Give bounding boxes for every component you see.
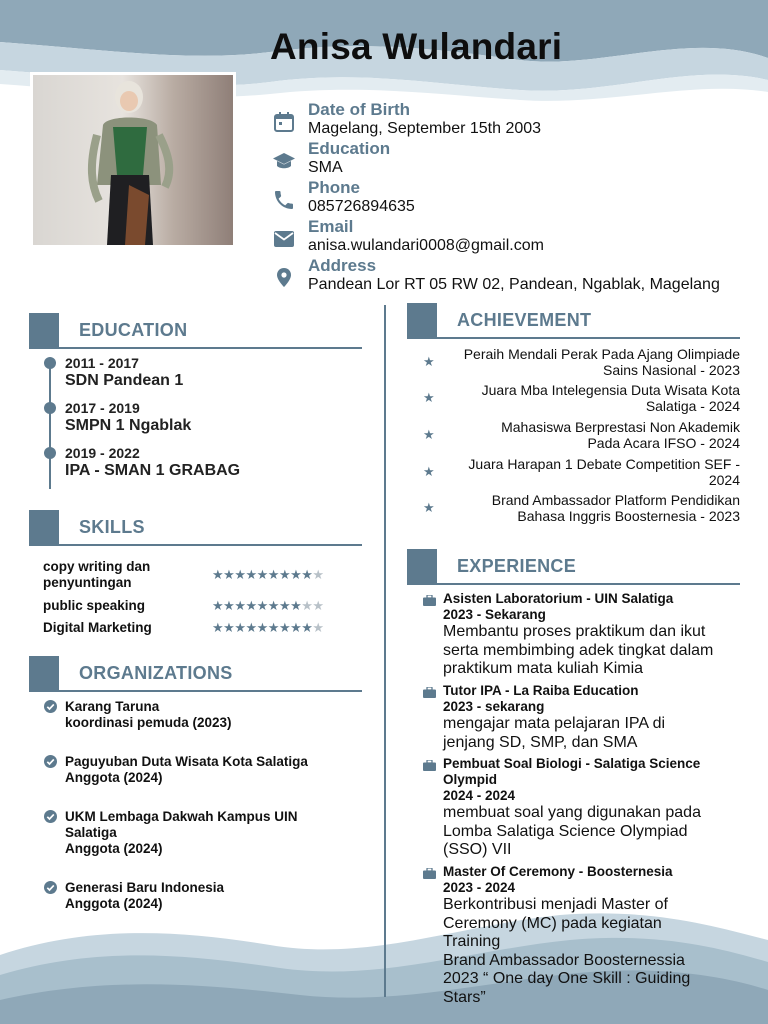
experience-date: 2023 - sekarang (443, 699, 545, 714)
organization-item (65, 699, 232, 731)
check-circle-icon (44, 755, 57, 768)
achievement-line: Pada Acara IFSO - 2024 (587, 435, 740, 451)
education-school: SDN Pandean 1 (65, 372, 184, 389)
graduation-cap-icon (272, 149, 296, 173)
experience-description-line: jenjang SD, SMP, dan SMA (443, 733, 638, 751)
contact-value: SMA (308, 159, 343, 176)
section-rule (407, 583, 740, 585)
briefcase-icon (423, 685, 436, 696)
organization-line: Karang Taruna (65, 699, 160, 714)
star-icon: ★ (423, 500, 435, 515)
section-title: SKILLS (79, 517, 145, 537)
phone-icon (272, 188, 296, 212)
contact-label: Education (308, 139, 391, 158)
skill-name: Digital Marketing (43, 620, 152, 635)
achievement-item (430, 346, 740, 378)
skills-section-header (29, 510, 362, 546)
section-marker (407, 303, 437, 337)
candidate-name: Anisa Wulandari (270, 26, 563, 67)
section-rule (29, 347, 362, 349)
experience-description-line: 2023 “ One day One Skill : Guiding (443, 970, 691, 987)
section-marker (407, 549, 437, 583)
star-filled-icon: ★ (223, 567, 235, 582)
experience-title: Master Of Ceremony - Boosternesia (443, 864, 673, 879)
achievement-line: Salatiga - 2024 (645, 398, 740, 414)
star-filled-icon: ★ (256, 598, 268, 613)
experience-description-line: mengajar mata pelajaran IPA di (443, 715, 666, 732)
achievement-item (430, 382, 740, 414)
experience-date: 2024 - 2024 (443, 788, 516, 803)
star-empty-icon: ★ (312, 620, 324, 635)
star-filled-icon: ★ (290, 567, 302, 582)
star-empty-icon: ★ (312, 567, 324, 582)
contact-value: Magelang, September 15th 2003 (308, 120, 542, 137)
section-rule (29, 690, 362, 692)
achievement-line: Peraih Mendali Perak Pada Ajang Olimpiade (463, 346, 740, 362)
section-title: ACHIEVEMENT (457, 310, 592, 330)
star-filled-icon: ★ (234, 567, 246, 582)
briefcase-icon (423, 758, 436, 769)
star-filled-icon: ★ (267, 567, 279, 582)
experience-description (443, 715, 748, 752)
star-filled-icon: ★ (234, 620, 246, 635)
star-filled-icon: ★ (212, 567, 224, 582)
profile-photo (30, 72, 236, 248)
timeline-dot (44, 402, 56, 414)
star-filled-icon: ★ (278, 620, 291, 635)
timeline-dot (44, 447, 56, 459)
section-rule (29, 544, 362, 546)
star-filled-icon: ★ (245, 598, 257, 613)
education-years: 2011 - 2017 (65, 355, 139, 371)
skill-rating (212, 567, 324, 583)
education-timeline-line (49, 359, 51, 489)
experience-description-line: serta membimbing adek tingkat dalam (443, 641, 714, 659)
experience-title: Asisten Laboratorium - UIN Salatiga (443, 591, 674, 606)
organization-line: Anggota (2024) (65, 841, 163, 856)
experience-description-line: Brand Ambassador Boosternessia (443, 951, 685, 969)
section-marker (29, 510, 59, 544)
experience-description-line: Training (443, 933, 501, 950)
email-icon (272, 227, 296, 251)
experience-title: Pembuat Soal Biologi - Salatiga Science Olympid (443, 756, 701, 787)
contact-value: 085726894635 (308, 198, 415, 215)
education-section-header (29, 313, 362, 349)
organization-item (65, 809, 298, 857)
achievement-item (430, 456, 740, 488)
organization-line: koordinasi pemuda (2023) (65, 715, 232, 730)
achievement-line: Juara Harapan 1 Debate Competition SEF - (468, 456, 740, 472)
person-figure-image (33, 75, 233, 245)
education-years: 2017 - 2019 (65, 400, 140, 416)
achievement-line: 2024 (708, 472, 740, 488)
star-filled-icon: ★ (290, 598, 302, 613)
star-filled-icon: ★ (267, 620, 279, 635)
experience-description (443, 896, 748, 1007)
education-school: SMPN 1 Ngablak (65, 417, 192, 434)
star-filled-icon: ★ (245, 620, 257, 635)
achievement-item (430, 492, 740, 524)
section-title: EDUCATION (79, 320, 188, 340)
star-filled-icon: ★ (223, 620, 235, 635)
organization-line: UKM Lembaga Dakwah Kampus UIN (65, 809, 298, 824)
organization-line: Anggota (2024) (65, 770, 163, 785)
achievement-line: Brand Ambassador Platform Pendidikan (491, 492, 740, 508)
star-filled-icon: ★ (234, 598, 246, 613)
contact-label: Phone (308, 178, 360, 197)
organization-item (65, 754, 308, 786)
section-title: EXPERIENCE (457, 556, 577, 576)
section-rule (407, 337, 740, 339)
experience-description-line: Ceremony (MC) pada kegiatan (443, 914, 662, 932)
organization-item (65, 880, 224, 912)
contact-label: Address (308, 256, 377, 275)
experience-description-line: Berkontribusi menjadi Master of (443, 896, 668, 913)
star-filled-icon: ★ (267, 598, 279, 613)
star-icon: ★ (423, 390, 435, 405)
organization-line: Paguyuban Duta Wisata Kota Salatiga (65, 754, 308, 769)
experience-description-line: Stars” (443, 988, 486, 1006)
organizations-section-header (29, 656, 362, 692)
star-filled-icon: ★ (212, 620, 224, 635)
skill-name: public speaking (43, 598, 146, 613)
achievement-line: Mahasiswa Berprestasi Non Akademik (501, 419, 740, 435)
contact-value: Pandean Lor RT 05 RW 02, Pandean, Ngablak, Magelang (308, 276, 720, 293)
experience-date: 2023 - Sekarang (443, 607, 546, 622)
experience-section-header (407, 549, 740, 585)
star-icon: ★ (423, 354, 435, 369)
section-title: ORGANIZATIONS (79, 663, 233, 683)
star-filled-icon: ★ (278, 598, 291, 613)
experience-description-line: Membantu proses praktikum dan ikut (443, 623, 706, 640)
column-divider (384, 305, 386, 997)
experience-description (443, 804, 748, 860)
education-years: 2019 - 2022 (65, 445, 140, 461)
experience-description-line: Lomba Salatiga Science Olympiad (443, 822, 688, 840)
star-filled-icon: ★ (256, 620, 268, 635)
skill-rating (212, 620, 324, 636)
location-pin-icon (272, 266, 296, 290)
organization-line: Anggota (2024) (65, 896, 163, 911)
achievement-line: Juara Mba Intelegensia Duta Wisata Kota (481, 382, 740, 398)
organization-line: Salatiga (65, 825, 117, 840)
star-filled-icon: ★ (278, 567, 291, 582)
star-filled-icon: ★ (301, 567, 313, 582)
calendar-icon (272, 110, 296, 134)
star-filled-icon: ★ (290, 620, 302, 635)
education-school: IPA - SMAN 1 GRABAG (65, 462, 241, 479)
experience-description (443, 623, 748, 679)
skill-rating (212, 598, 324, 614)
star-filled-icon: ★ (245, 567, 257, 582)
achievement-line: Bahasa Inggris Boosternesia - 2023 (517, 508, 740, 524)
organization-line: Generasi Baru Indonesia (65, 880, 225, 895)
star-icon: ★ (423, 464, 435, 479)
briefcase-icon (423, 866, 436, 877)
experience-date: 2023 - 2024 (443, 880, 516, 895)
experience-description-line: praktikum mata kuliah Kimia (443, 660, 644, 677)
check-circle-icon (44, 810, 57, 823)
star-filled-icon: ★ (212, 598, 224, 613)
star-filled-icon: ★ (301, 620, 313, 635)
section-marker (29, 313, 59, 347)
star-filled-icon: ★ (223, 598, 235, 613)
achievement-line: Sains Nasional - 2023 (603, 362, 740, 378)
briefcase-icon (423, 593, 436, 604)
achievement-section-header (407, 303, 740, 339)
contact-value: anisa.wulandari0008@gmail.com (308, 237, 544, 254)
star-icon: ★ (423, 427, 435, 442)
section-marker (29, 656, 59, 690)
timeline-dot (44, 357, 56, 369)
contact-label: Date of Birth (308, 100, 410, 119)
star-empty-icon: ★ (312, 598, 324, 613)
experience-title: Tutor IPA - La Raiba Education (443, 683, 639, 698)
experience-description-line: (SSO) VII (443, 841, 512, 858)
skill-name: copy writing dan penyuntingan (43, 559, 151, 590)
contact-label: Email (308, 217, 354, 236)
experience-description-line: membuat soal yang digunakan pada (443, 804, 701, 821)
achievement-item (430, 419, 740, 451)
star-empty-icon: ★ (301, 598, 313, 613)
check-circle-icon (44, 700, 57, 713)
check-circle-icon (44, 881, 57, 894)
star-filled-icon: ★ (256, 567, 268, 582)
